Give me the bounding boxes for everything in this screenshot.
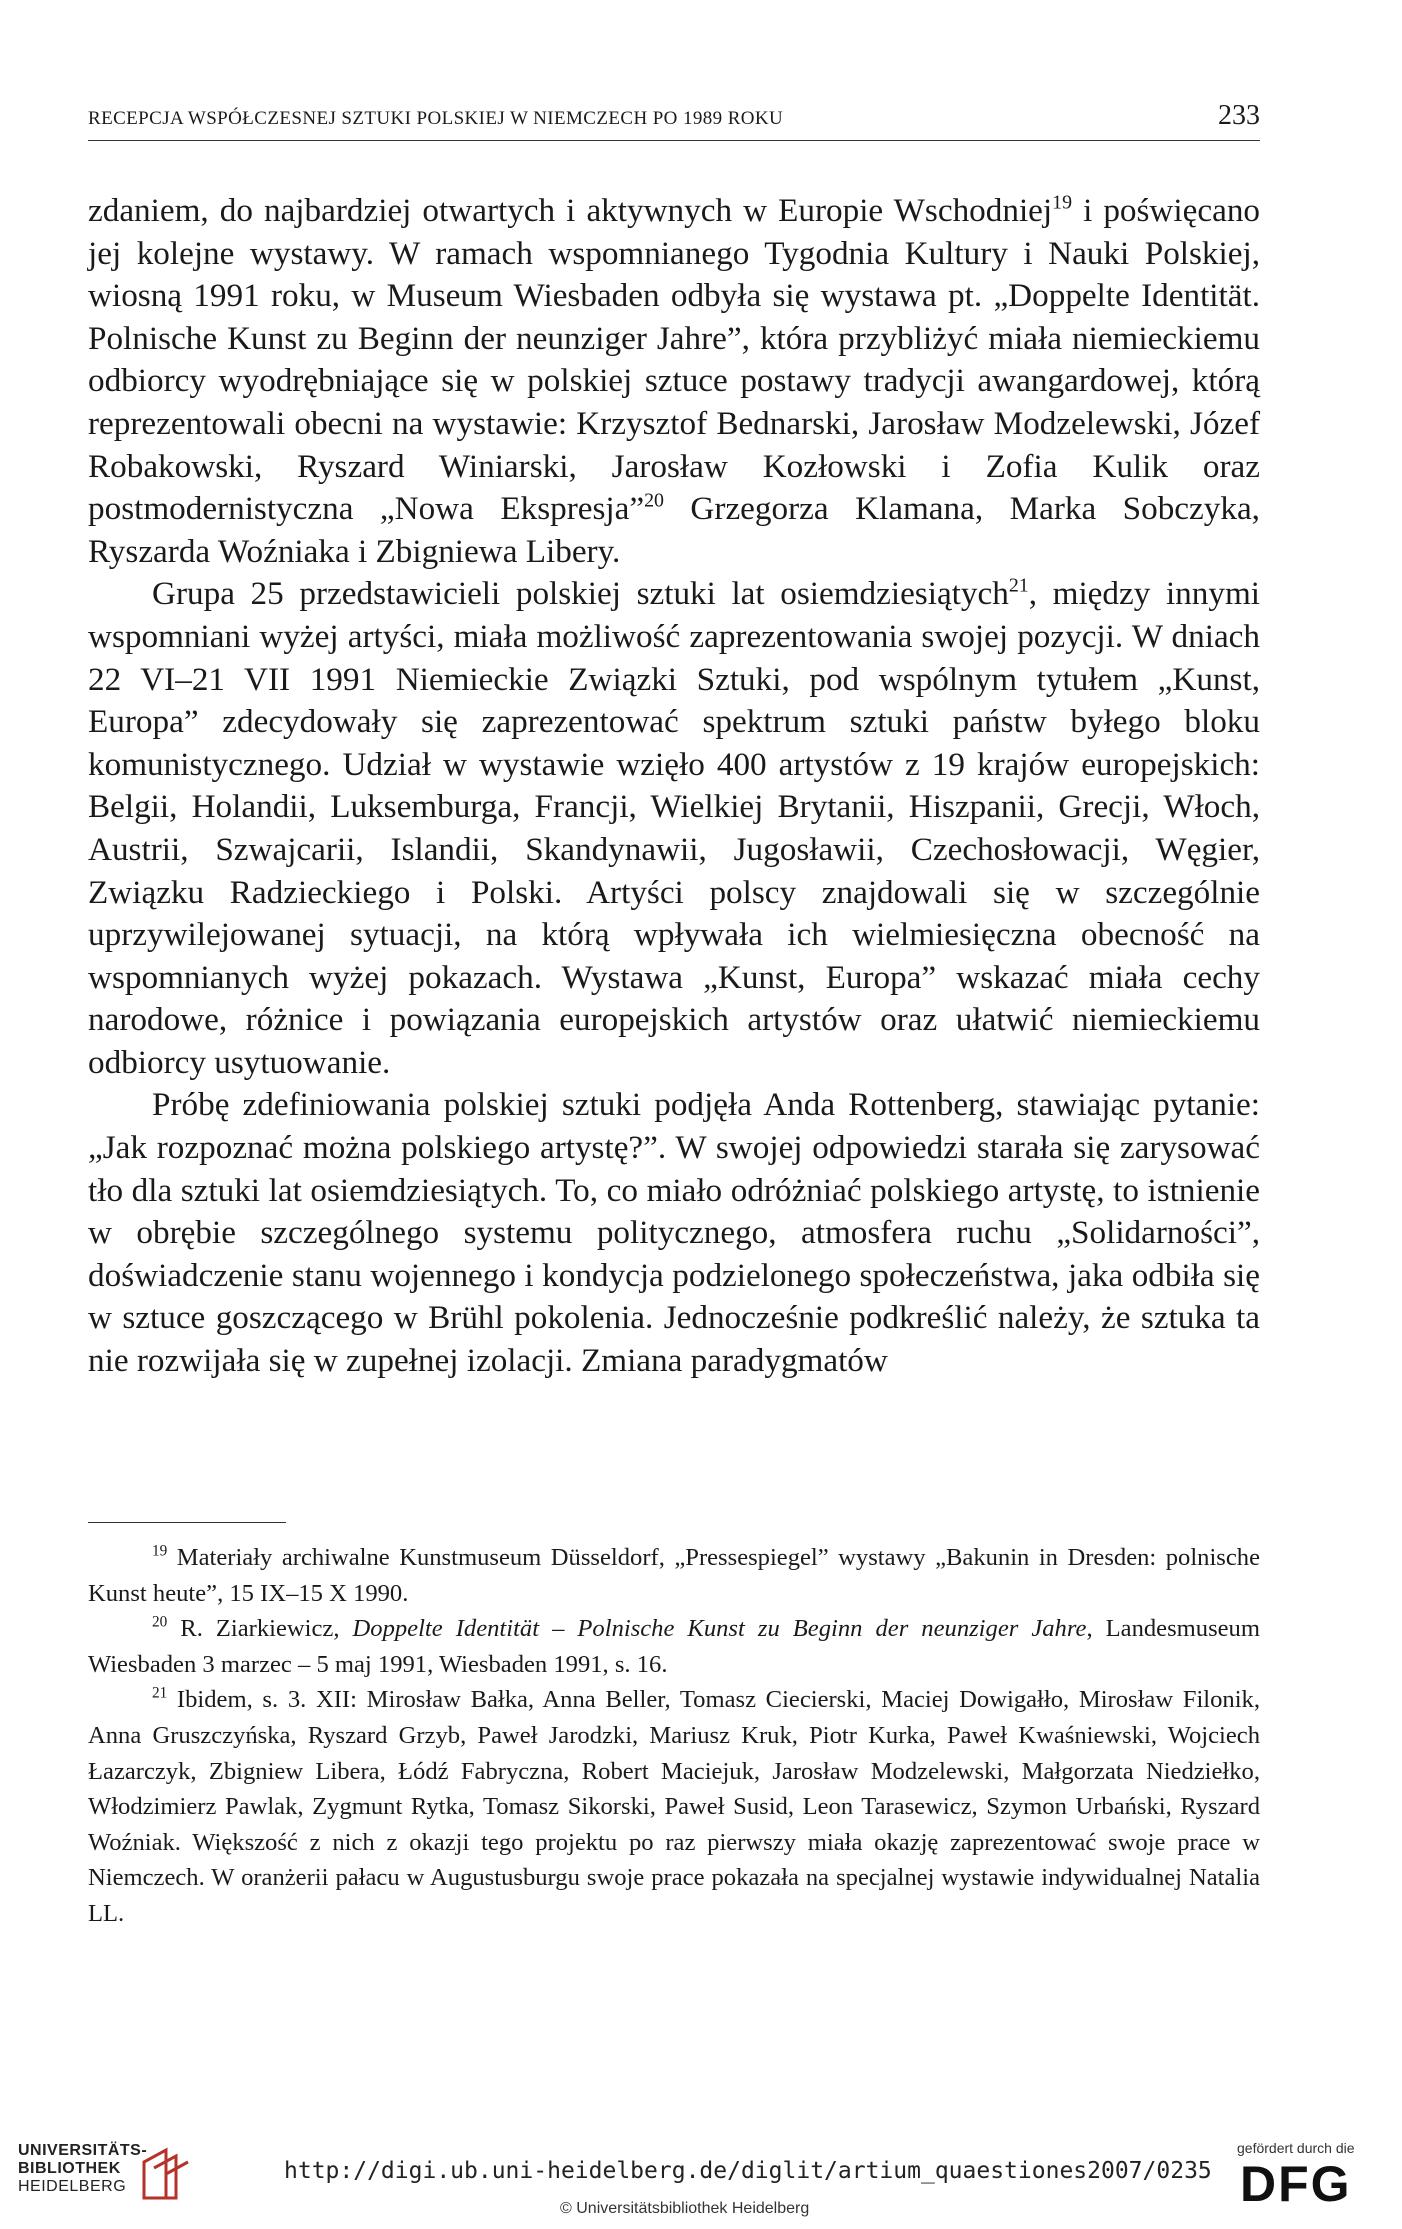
footnote-text: , Landesmuseum Wiesbaden 3 marzec – 5 maj 1991, Wiesbaden 1991, s. 16.: [88, 1615, 1260, 1678]
digitization-footer: [0, 2128, 1402, 2229]
footnote-italic-title: Doppelte Identität – Polnische Kunst zu Beginn der neunziger Jahre: [352, 1615, 1087, 1643]
footnote-text: R. Ziarkiewicz,: [167, 1615, 353, 1643]
paragraph-1: [88, 190, 1260, 573]
footnote-text: Materiały archiwalne Kunstmuseum Düsseldorf, „Pressespiegel” wystawy „Bakunin in Dresden: polnische Kunst heute”, 15 IX–15 X 1990.: [88, 1544, 1260, 1607]
main-text: [88, 190, 1260, 1383]
copyright-notice: © Universitätsbibliothek Heidelberg: [560, 2200, 810, 2217]
library-emblem-icon: [136, 2142, 198, 2204]
library-logo: [18, 2142, 147, 2196]
footnote-separator: [88, 1522, 286, 1523]
source-url-link[interactable]: http://digi.ub.uni-heidelberg.de/diglit/artium_quaestiones2007/0235: [284, 2158, 1212, 2184]
footnote-ref-20: 20: [644, 489, 664, 512]
paragraph-2: [88, 573, 1260, 1084]
footnote-text: Ibidem, s. 3. XII: Mirosław Bałka, Anna Beller, Tomasz Ciecierski, Maciej Dowigałło, Mirosław Filonik, Anna Gruszczyńska, Ryszard Grzyb, Paweł Jarodzki, Mariusz Kruk, Piotr Kurka, Paweł Kwaśniewski, Wojciech Łazarczyk, Zbigniew Libera, Łódź Fabryczna, Robert Maciejuk, Jarosław Modzelewski, Małgorzata Niedziełko, Włodzimierz Pawlak, Zygmunt Rytka, Tomasz Sikorski, Paweł Susid, Leon Tarasewicz, Szymon Urbański, Ryszard Woźniak. Większość z nich z okazji tego projektu po raz pierwszy miała okazję zaprezentować swoje prace w Niemczech. W oranżerii pałacu w Augustusburgu swoje prace pokazała na specjalnej wystawie indywidualnej Natalia LL.: [88, 1686, 1260, 1927]
p1-text-b: i poświęcano jej kolejne wystawy. W ramach wspomnianego Tygodnia Kultury i Nauki Polskiej, wiosną 1991 roku, w Museum Wiesbaden odbyła się wystawa pt. „Doppelte Identität. Polnische Kunst zu Beginn der neunziger Jahre”, która przybliżyć miała niemieckiemu odbiorcy wyodrębniające się w polskiej sztuce postawy tradycji awangardowej, którą reprezentowali obecni na wystawie: Krzysztof Bednarski, Jarosław Modzelewski, Józef Robakowski, Ryszard Winiarski, Jarosław Kozłowski i Zofia Kulik oraz postmodernistyczna „Nowa Ekspresja”: [88, 192, 1261, 528]
footnote-21: [88, 1682, 1260, 1931]
library-name-line-1: UNIVERSITÄTS-: [18, 2142, 148, 2159]
footnote-number: 19: [152, 1542, 168, 1560]
library-name-line-2: BIBLIOTHEK: [18, 2160, 121, 2177]
p1-text-a: zdaniem, do najbardziej otwartych i aktywnych w Europie Wschodniej: [88, 192, 1053, 229]
running-header: [88, 100, 1260, 141]
footnote-number: 21: [152, 1684, 168, 1702]
footnote-number: 20: [152, 1613, 168, 1631]
paragraph-3: Próbę zdefiniowania polskiej sztuki podjęła Anda Rottenberg, stawiając pytanie: „Jak rozpoznać można polskiego artystę?”. W swojej odpowiedzi starała się zarysować tło dla sztuki lat osiemdziesiątych. To, co miało odróżniać polskiego artystę, to istnienie w obrębie szczególnego systemu politycznego, atmosfera ruchu „Solidarności”, doświadczenie stanu wojennego i kondycja podzielonego społeczeństwa, jaka odbiła się w sztuce goszczącego w Brühl pokolenia. Jednocześnie podkreślić należy, że sztuka ta nie rozwijała się w zupełnej izolacji. Zmiana paradygmatów: [88, 1086, 1260, 1380]
library-name-line-3: HEIDELBERG: [18, 2178, 127, 2195]
footnote-20: [88, 1611, 1260, 1682]
running-title: RECEPCJA WSPÓŁCZESNEJ SZTUKI POLSKIEJ W NIEMCZECH PO 1989 ROKU: [88, 108, 784, 129]
footnote-19: [88, 1540, 1260, 1611]
footnote-ref-21: 21: [1008, 575, 1029, 597]
page-number: 233: [1218, 100, 1260, 131]
funding-label: gefördert durch die: [1237, 2140, 1355, 2156]
footnotes: [88, 1540, 1260, 1932]
dfg-logo-icon: DFG: [1240, 2156, 1352, 2212]
p2-text-b: , między innymi wspomniani wyżej artyści, miała możliwość zaprezentowania swojej pozycji. W dniach 22 VI–21 VII 1991 Niemieckie Związki Sztuki, pod wspólnym tytułem „Kunst, Europa” zdecydowały się zaprezentować spektrum sztuki państw byłego bloku komunistycznego. Udział w wystawie wzięło 400 artystów z 19 krajów europejskich: Belgii, Holandii, Luksemburga, Francji, Wielkiej Brytanii, Hiszpanii, Grecji, Włoch, Austrii, Szwajcarii, Islandii, Skandynawii, Jugosławii, Czechosłowacji, Węgier, Związku Radzieckiego i Polski. Artyści polscy znajdowali się w szczególnie uprzywilejowanej sytuacji, na którą wpływała ich wielmiesięczna obecność na wspomnianych wyżej pokazach. Wystawa „Kunst, Europa” wskazać miała cechy narodowe, różnice i powiązania europejskich artystów oraz ułatwić niemieckiemu odbiorcy usytuowanie.: [88, 575, 1260, 1081]
p1-text-c: Grzegorza Klamana, Marka Sobczyka, Ryszarda Woźniaka i Zbigniewa Libery.: [88, 490, 1260, 570]
footnote-ref-19: 19: [1052, 191, 1073, 214]
p2-text-a: Grupa 25 przedstawicieli polskiej sztuki lat osiemdziesiątych: [152, 575, 1009, 613]
